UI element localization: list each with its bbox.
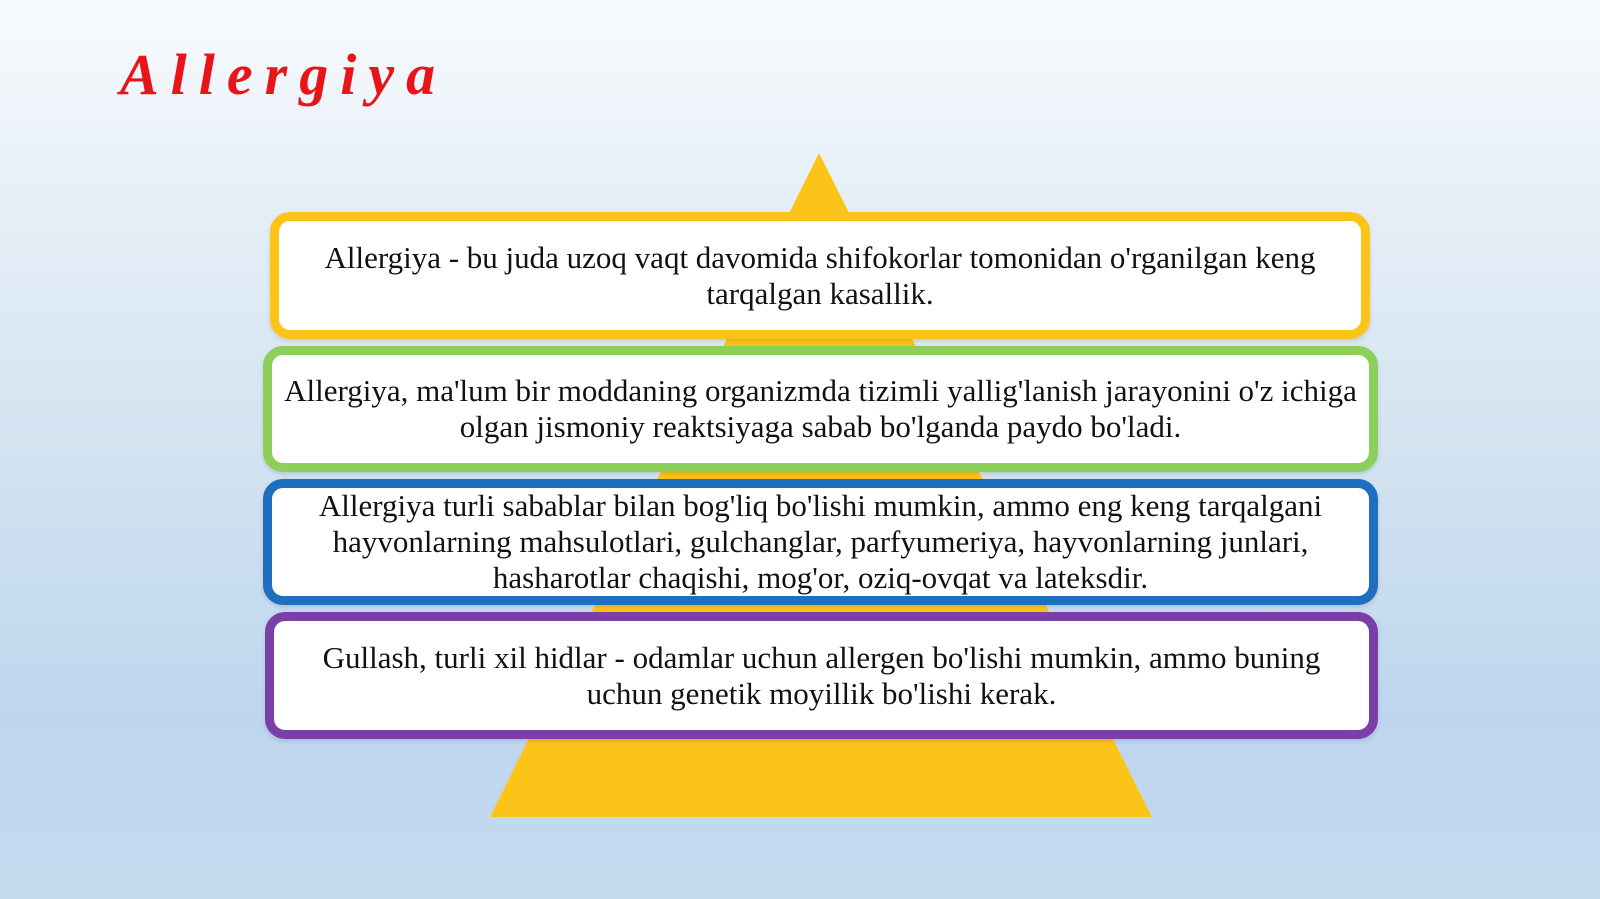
statement-text-4: Gullash, turli xil hidlar - odamlar uchun allergen bo'lishi mumkin, ammo buning uchun genetik moyillik bo'lishi kerak. xyxy=(322,639,1321,711)
statement-text-2: Allergiya, ma'lum bir moddaning organizmda tizimli yallig'lanish jarayonini o'z ichiga olgan jismoniy reaktsiyaga sabab bo'lganda paydo bo'ladi. xyxy=(284,373,1357,444)
statement-text-1: Allergiya - bu juda uzoq vaqt davomida shifokorlar tomonidan o'rganilgan keng tarqalgan kasallik. xyxy=(324,239,1316,311)
statement-text-3: Allergiya turli sabablar bilan bog'liq bo'lishi mumkin, ammo eng keng tarqalgani hayvonlarning mahsulotlari, gulchanglar, parfyumeriya, hayvonlarning junlari, hasharotlar chaqishi, mog'or, oziq-ovqat va lateksdir. xyxy=(318,488,1323,595)
statement-box-3 xyxy=(263,479,1378,605)
statement-box-2 xyxy=(263,346,1378,472)
statement-box-4 xyxy=(265,612,1378,739)
statement-box-1 xyxy=(270,212,1370,339)
slide-title: Allergiya xyxy=(120,42,448,107)
